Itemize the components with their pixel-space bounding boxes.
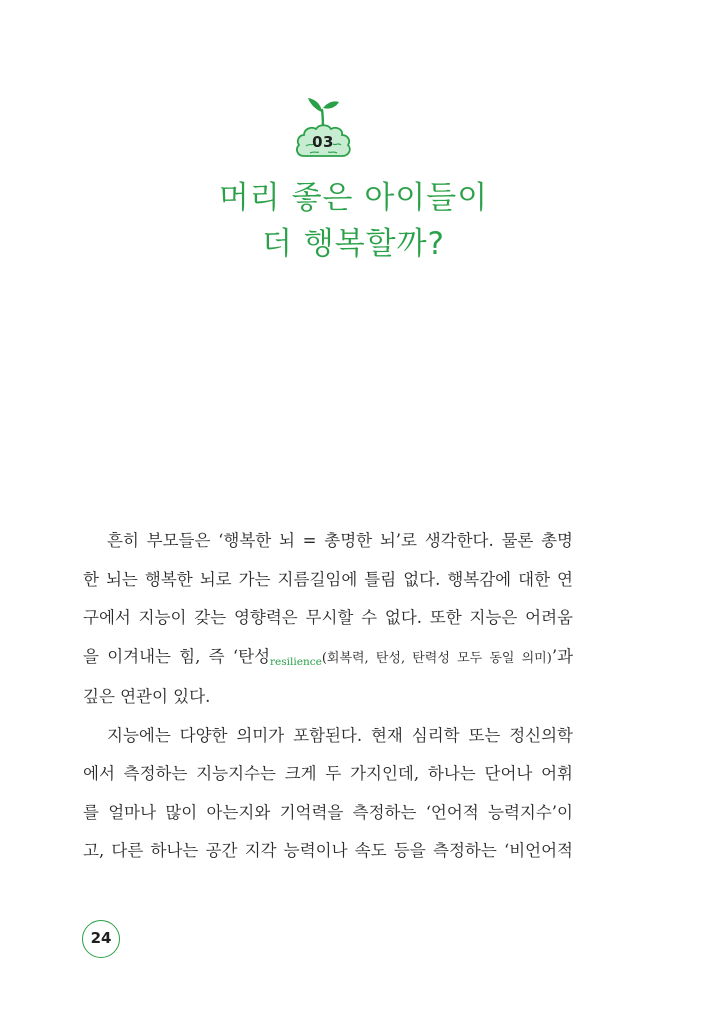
paragraph-1-line-2: 한 뇌는 행복한 뇌로 가는 지름길임에 틀림 없다. 행복감에 대한 연 — [83, 569, 573, 589]
resilience-gloss: resilience — [270, 655, 322, 668]
sprout-brain-icon — [292, 96, 354, 162]
paragraph-1-line-5: 깊은 연관이 있다. — [83, 687, 211, 706]
body-text — [83, 522, 573, 871]
chapter-title-line-1: 머리 좋은 아이들이 — [218, 180, 489, 216]
chapter-number: 03 — [312, 133, 334, 151]
line-4-text-after: ’과 — [551, 646, 574, 666]
chapter-badge — [292, 96, 354, 162]
paragraph-1-line-1: 흔히 부모들은 ‘행복한 뇌 = 총명한 뇌’로 생각한다. 물론 총명 — [107, 531, 573, 550]
paragraph-2-line-4: 고, 다른 하나는 공간 지각 능력이나 속도 등을 측정하는 ‘비언어적 — [83, 841, 573, 860]
line-4-text-before: 을 이겨내는 힘, 즉 ‘탄성 — [83, 646, 271, 666]
paragraph-1-line-3: 구에서 지능이 갖는 영향력은 무시할 수 없다. 또한 지능은 어려움 — [83, 608, 573, 627]
resilience-note: (회복력, 탄성, 탄력성 모두 동일 의미) — [321, 650, 552, 666]
paragraph-1-line-4 — [83, 638, 573, 679]
paragraph-2-line-1: 지능에는 다양한 의미가 포함된다. 현재 심리학 또는 정신의학 — [107, 725, 573, 745]
page-number: 24 — [82, 920, 120, 958]
chapter-title-line-2: 더 행복할까? — [261, 226, 446, 262]
paragraph-2-line-2: 에서 측정하는 지능지수는 크게 두 가지인데, 하나는 단어나 어휘 — [83, 764, 573, 783]
paragraph-2-line-3: 를 얼마나 많이 아는지와 기억력을 측정하는 ‘언어적 능력지수’이 — [83, 802, 573, 822]
